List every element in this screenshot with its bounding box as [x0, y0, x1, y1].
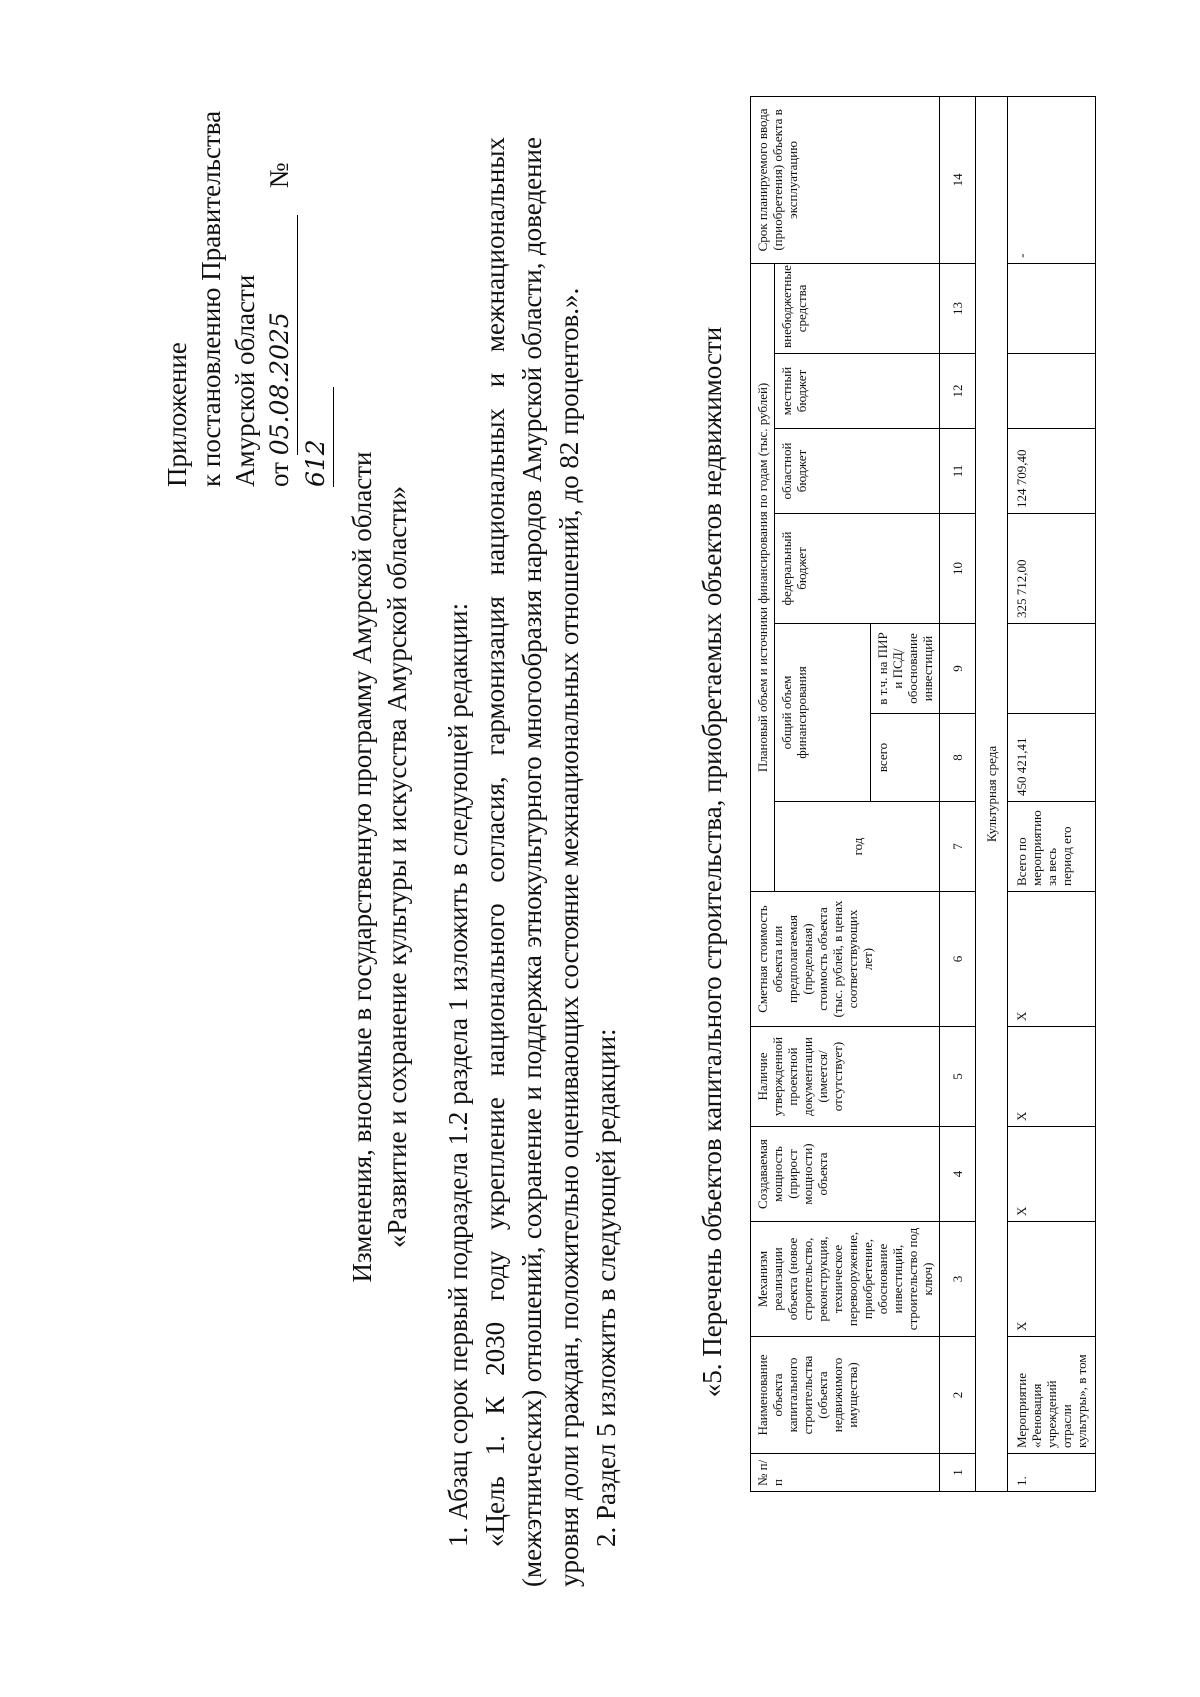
- table-row: [1008, 96, 1096, 1491]
- row-mechanism: X: [1008, 1222, 1096, 1337]
- date-field: [262, 215, 298, 455]
- row-num: 1.: [1008, 1454, 1096, 1492]
- header-cost: Сметная стоимость объекта или предполагаемая (предельная) стоимость объекта (тыс. рублей, в ценах соответствующих лет): [751, 892, 940, 1027]
- header-regional: областной бюджет: [775, 429, 940, 514]
- header-federal: федеральный бюджет: [775, 514, 940, 624]
- header-design-doc: Наличие утвержденной проектной документации (имеется/ отсутствует): [751, 1027, 940, 1127]
- row-name: Мероприятие «Реновация учреждений отрасли культуры», в том: [1008, 1337, 1096, 1454]
- handwritten-date: 05.08.2025: [265, 312, 294, 456]
- date-prefix: от: [264, 462, 294, 487]
- colnum: 2: [940, 1337, 976, 1454]
- title-line-2: «Развитие и сохранение культуры и искусства Амурской области»: [382, 485, 412, 1249]
- row-extra: [1008, 263, 1096, 353]
- header-extra: внебюджетные средства: [775, 263, 940, 353]
- row-federal: 325 712,00: [1008, 514, 1096, 624]
- title-line-1: Изменения, вносимые в государственную программу Амурской области: [347, 451, 377, 1283]
- colnum: 1: [940, 1454, 976, 1492]
- colnum: 9: [940, 624, 976, 714]
- header-total: всего: [871, 714, 940, 802]
- paragraph-goal: «Цель 1. К 2030 году укрепление национального согласия, гармонизация национальных и межнациональных (межэтнических) отношений, сохранение и поддержка этнокультурного многообразия народов Амурской области, доведение уровня доли граждан, положительно оценивающих состояние межнациональных отношений, до 82 процентов.».: [480, 137, 584, 1587]
- row-incl-pir: [1008, 624, 1096, 714]
- section-row: [976, 96, 1008, 1491]
- handwritten-number: 612: [301, 439, 330, 487]
- header-incl-pir: в т.ч. на ПИР и ПСД/ обоснование инвестиций: [871, 624, 940, 714]
- colnum: 12: [940, 354, 976, 429]
- appendix-date-line: [262, 107, 334, 487]
- number-field: [298, 387, 334, 487]
- colnum: 6: [940, 892, 976, 1027]
- header-local: местный бюджет: [775, 354, 940, 429]
- colnum: 11: [940, 429, 976, 514]
- row-term: -: [1008, 96, 1096, 263]
- header-term: Срок планируемого ввода (приобретения) объекта в эксплуатацию: [751, 96, 940, 263]
- column-numbers-row: [940, 96, 976, 1491]
- number-prefix: №: [264, 162, 294, 189]
- row-design-doc: X: [1008, 1027, 1096, 1127]
- header-row-1: [751, 96, 775, 1491]
- header-total-group: общий объем финансирования: [775, 624, 871, 802]
- header-mechanism: Механизм реализации объекта (новое строительство, реконструкция, техническое перевооружение, приобретение, обоснование инвестиций, строительство под ключ): [751, 1222, 940, 1337]
- colnum: 10: [940, 514, 976, 624]
- section-culture: Культурная среда: [976, 96, 1008, 1491]
- document-title: [345, 167, 415, 1567]
- row-capacity: X: [1008, 1127, 1096, 1222]
- appendix-resolution: к постановлению Правительства: [196, 110, 226, 487]
- row-local: [1008, 354, 1096, 429]
- header-name: Наименование объекта капитального строительства (объекта недвижимого имущества): [751, 1337, 940, 1454]
- row-year: Всего по мероприятию за весь период его: [1008, 802, 1096, 892]
- row-cost: X: [1008, 892, 1096, 1027]
- appendix-block: [160, 107, 334, 487]
- colnum: 3: [940, 1222, 976, 1337]
- row-total: 450 421,41: [1008, 714, 1096, 802]
- colnum: 7: [940, 802, 976, 892]
- appendix-region: Амурской области: [230, 274, 260, 487]
- colnum: 8: [940, 714, 976, 802]
- colnum: 4: [940, 1127, 976, 1222]
- header-year: год: [775, 802, 940, 892]
- colnum: 13: [940, 263, 976, 353]
- paragraph-2: 2. Раздел 5 изложить в следующей редакции:: [591, 1028, 621, 1547]
- header-capacity: Создаваемая мощность (прирост мощности) объекта: [751, 1127, 940, 1222]
- colnum: 5: [940, 1027, 976, 1127]
- paragraph-1: 1. Абзац сорок первый подраздела 1.2 раздела 1 изложить в следующей редакции:: [443, 602, 473, 1547]
- capital-objects-table: [750, 96, 1096, 1492]
- header-num: № п/п: [751, 1454, 940, 1492]
- appendix-label: Приложение: [162, 342, 192, 487]
- header-financing-group: Плановый объем и источники финансирования по годам (тыс. рублей): [751, 263, 775, 891]
- row-regional: 124 709,40: [1008, 429, 1096, 514]
- colnum: 14: [940, 96, 976, 263]
- document-body: [440, 137, 625, 1587]
- section-title: «5. Перечень объектов капитального строительства, приобретаемых объектов недвижимости: [697, 326, 727, 1398]
